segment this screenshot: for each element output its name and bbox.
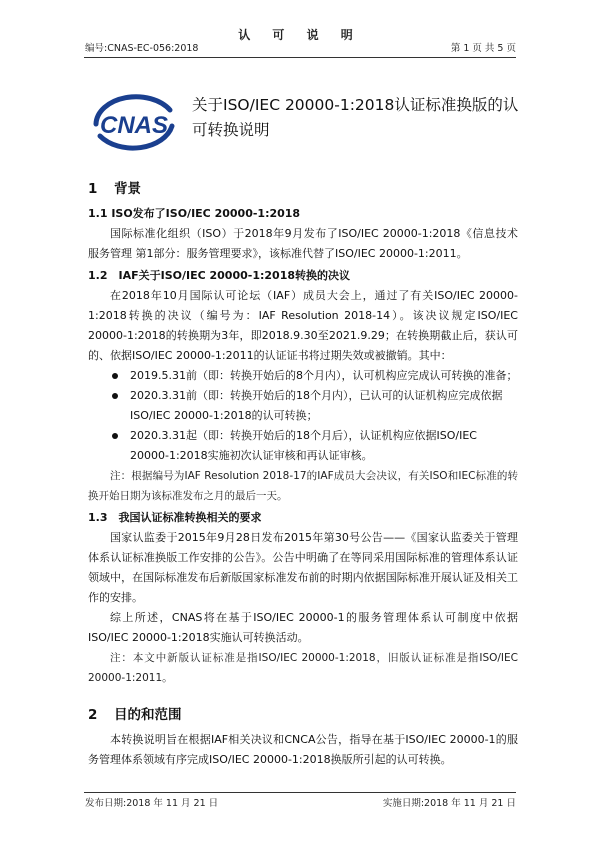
section-number: 1 [88,181,98,197]
list-item [88,366,518,386]
document-type-title: 认 可 说 明 [238,28,362,42]
section-title: 背景 [114,181,141,197]
list-item-text: 2020.3.31起（即：转换开始后的18个月后），认证机构应依据ISO/IEC 20000-1:2018实施初次认证审核和再认证审核。 [130,429,477,462]
document-title-line-1: 关于ISO/IEC 20000-1:2018认证标准换版的认 [192,96,519,114]
bullet-icon [112,373,118,379]
publish-date: 发布日期:2018 年 11 月 21 日 [85,798,219,809]
page-indicator: 第 1 页 共 5 页 [450,43,516,54]
document-title [192,93,532,143]
list-item-text: 2020.3.31前（即：转换开始后的18个月内），已认可的认证机构应完成依据ISO/IEC 20000-1:2018的认可转换； [130,389,503,422]
section-2-heading [88,704,518,726]
document-title-line-2: 可转换说明 [192,121,270,139]
subsection-1-3-paragraph-1: 国家认监委于2015年9月28日发布2015年第30号公告——《国家认监委关于管理体系认证标准换版工作安排的公告》。公告中明确了在等同采用国际标准的管理体系认证领域中，在国际标准发布后新版国家标准发布前的时期内依据国际标准开展认证及相关工作的安排。 [88,531,518,604]
subsection-1-3-heading: 1.3 我国认证标准转换相关的要求 [88,511,262,524]
subsection-1-3-paragraph-2: 综上所述，CNAS将在基于ISO/IEC 20000-1的服务管理体系认可制度中依据ISO/IEC 20000-1:2018实施认可转换活动。 [88,611,518,644]
bullet-icon [112,393,118,399]
list-item-text: 2019.5.31前（即：转换开始后的8个月内），认可机构应完成认可转换的准备； [130,369,518,382]
subsection-1-1-heading: 1.1 ISO发布了ISO/IEC 20000-1:2018 [88,207,301,220]
cnas-logo [84,88,184,158]
subsection-1-2-heading: 1.2 IAF关于ISO/IEC 20000-1:2018转换的决议 [88,269,351,282]
subsection-1-3-note: 注：本文中新版认证标准是指ISO/IEC 20000-1:2018，旧版认证标准是指ISO/IEC 20000-1:2011。 [88,652,518,684]
page-footer [85,795,516,809]
list-item [88,386,518,426]
effective-date: 实施日期:2018 年 11 月 21 日 [382,798,516,809]
section-2-paragraph: 本转换说明旨在根据IAF相关决议和CNCA公告，指导在基于ISO/IEC 20000-1的服务管理体系领域有序完成ISO/IEC 20000-1:2018换版所引起的认可转换。 [88,733,518,766]
document-number: 编号:CNAS-EC-056:2018 [85,43,199,54]
cnas-logo-text: CNAS [99,112,169,139]
subsection-1-1-paragraph: 国际标准化组织（ISO）于2018年9月发布了ISO/IEC 20000-1:2018《信息技术 服务管理 第1部分：服务管理要求》，该标准代替了ISO/IEC 20000-1:2011。 [88,227,518,260]
document-body [88,178,518,770]
page-header [85,40,516,55]
section-1-heading [88,178,518,200]
list-item [88,426,518,466]
section-number: 2 [88,707,98,723]
footer-divider [84,792,516,793]
section-title: 目的和范围 [114,707,182,723]
subsection-1-2-paragraph: 在2018年10月国际认可论坛（IAF）成员大会上，通过了有关ISO/IEC 20000-1:2018转换的决议（编号为：IAF Resolution 2018-14）。该决议规定ISO/IEC 20000-1:2018的转换期为3年，即2018.9.30至2021.9.29；在转换期截止后，获认可的、依据ISO/IEC 20000-1:2011的认证证书将过期失效或被撤销。其中： [88,289,518,362]
bullet-icon [112,433,118,439]
header-divider [84,57,516,58]
transition-deadlines-list [88,366,518,466]
subsection-1-2-note: 注：根据编号为IAF Resolution 2018-17的IAF成员大会决议，有关ISO和IEC标准的转换开始日期为该标准发布之月的最后一天。 [88,470,518,502]
